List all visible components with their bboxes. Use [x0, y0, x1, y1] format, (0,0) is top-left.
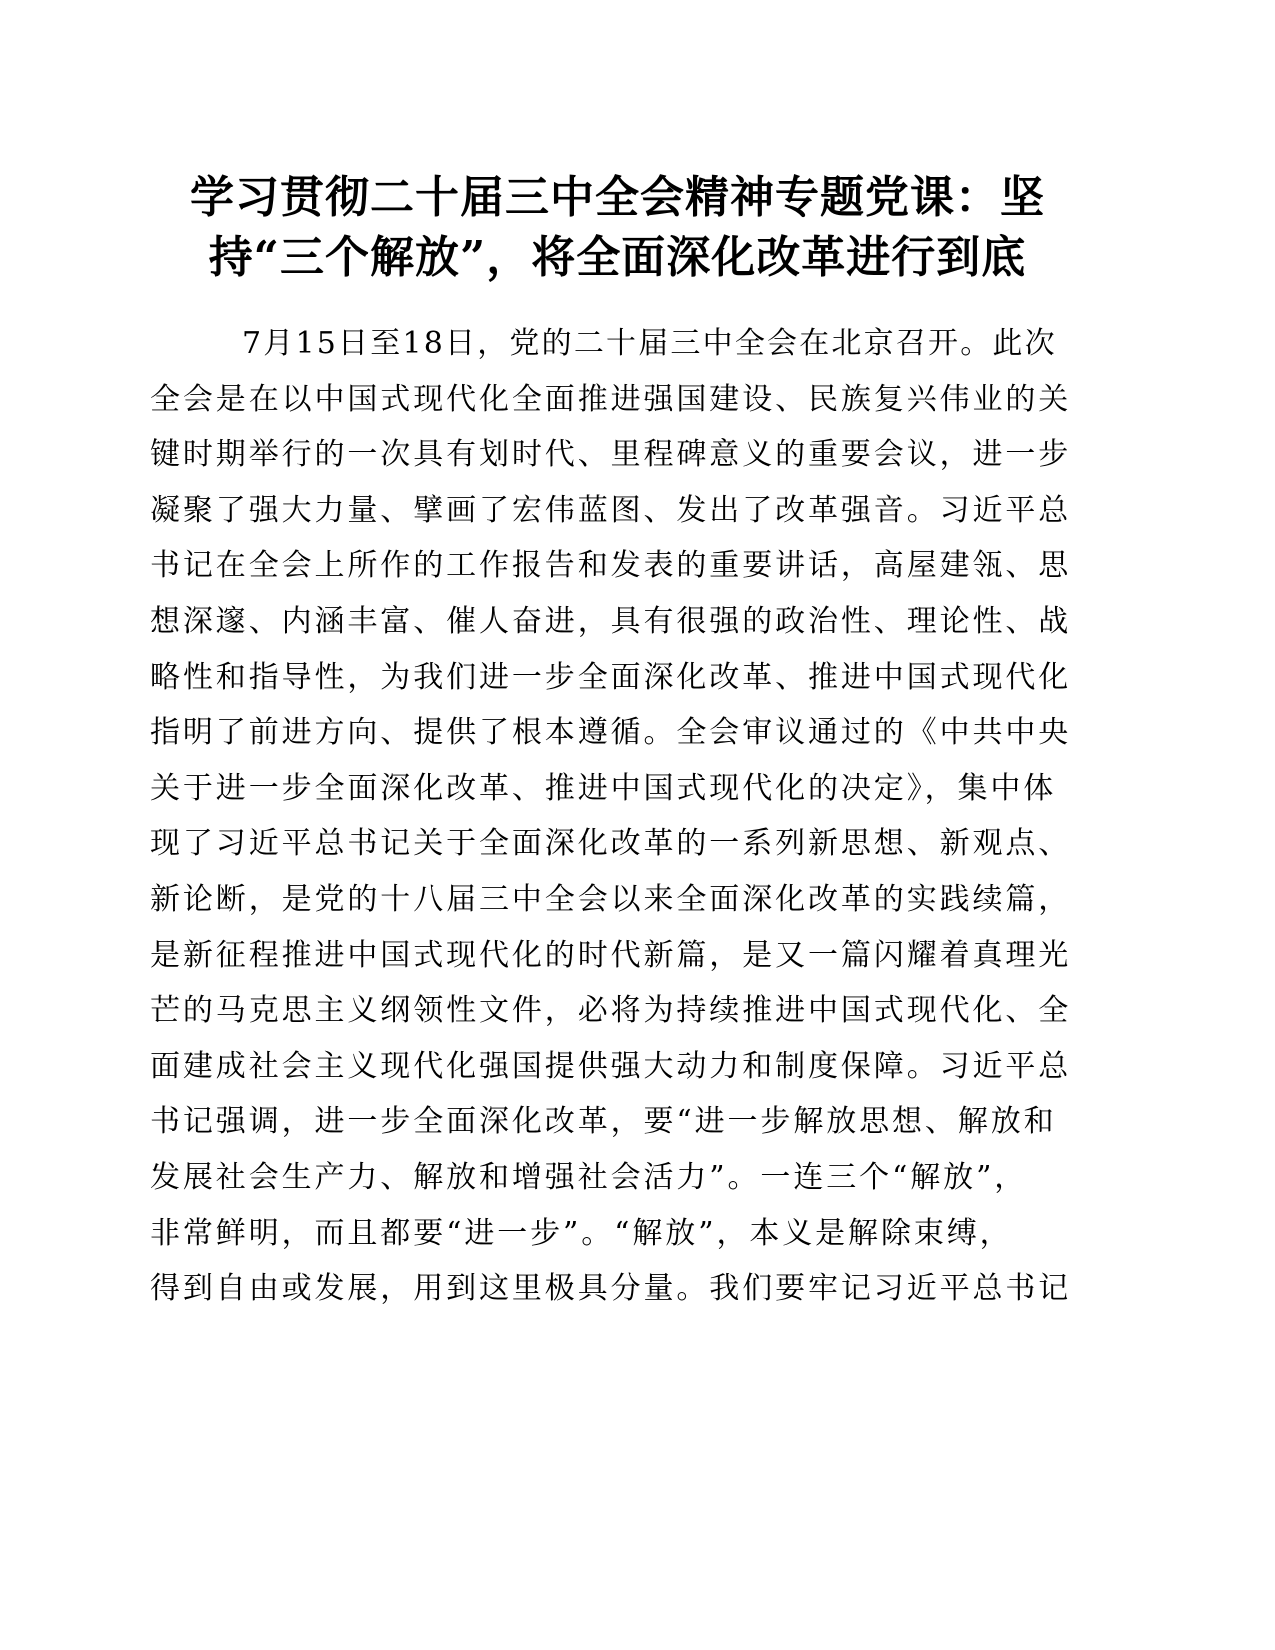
paragraph-line: 关于进一步全面深化改革、推进中国式现代化的决定》，集中体 — [150, 770, 1057, 806]
paragraph-line: 现了习近平总书记关于全面深化改革的一系列新思想、新观点、 — [150, 826, 1072, 862]
body-paragraph — [150, 316, 1085, 1317]
paragraph-line: 新论断，是党的十八届三中全会以来全面深化改革的实践续篇， — [150, 881, 1072, 917]
paragraph-line: 凝聚了强大力量、擘画了宏伟蓝图、发出了改革强音。习近平总 — [150, 492, 1072, 528]
paragraph-line: 全会是在以中国式现代化全面推进强国建设、民族复兴伟业的关 — [150, 381, 1072, 417]
title-line: 学习贯彻二十届三中全会精神专题党课：坚 — [190, 172, 1045, 223]
paragraph-line: 芒的马克思主义纲领性文件，必将为持续推进中国式现代化、全 — [150, 993, 1072, 1029]
paragraph-line: 书记强调，进一步全面深化改革，要“进一步解放思想、解放和 — [150, 1104, 1057, 1140]
paragraph-line: 键时期举行的一次具有划时代、里程碑意义的重要会议，进一步 — [150, 437, 1072, 473]
paragraph-line: 是新征程推进中国式现代化的时代新篇，是又一篇闪耀着真理光 — [150, 937, 1072, 973]
paragraph-line: 书记在全会上所作的工作报告和发表的重要讲话，高屋建瓴、思 — [150, 548, 1072, 584]
document-title — [150, 168, 1085, 288]
paragraph-line: 指明了前进方向、提供了根本遵循。全会审议通过的《中共中央 — [150, 715, 1072, 751]
paragraph-line: 想深邃、内涵丰富、催人奋进，具有很强的政治性、理论性、战 — [150, 603, 1072, 639]
paragraph-line: 得到自由或发展，用到这里极具分量。我们要牢记习近平总书记 — [150, 1271, 1072, 1307]
paragraph-line: 略性和指导性，为我们进一步全面深化改革、推进中国式现代化 — [150, 659, 1072, 695]
paragraph-line: 非常鲜明，而且都要“进一步”。“解放”，本义是解除束缚， — [150, 1215, 1013, 1251]
title-line: 持“三个解放”，将全面深化改革进行到底 — [208, 232, 1027, 283]
paragraph-line: 7月15日至18日，党的二十届三中全会在北京召开。此次 — [242, 326, 1057, 361]
paragraph-line: 发展社会生产力、解放和增强社会活力”。一连三个“解放”， — [150, 1159, 1028, 1195]
paragraph-line: 面建成社会主义现代化强国提供强大动力和制度保障。习近平总 — [150, 1048, 1072, 1084]
